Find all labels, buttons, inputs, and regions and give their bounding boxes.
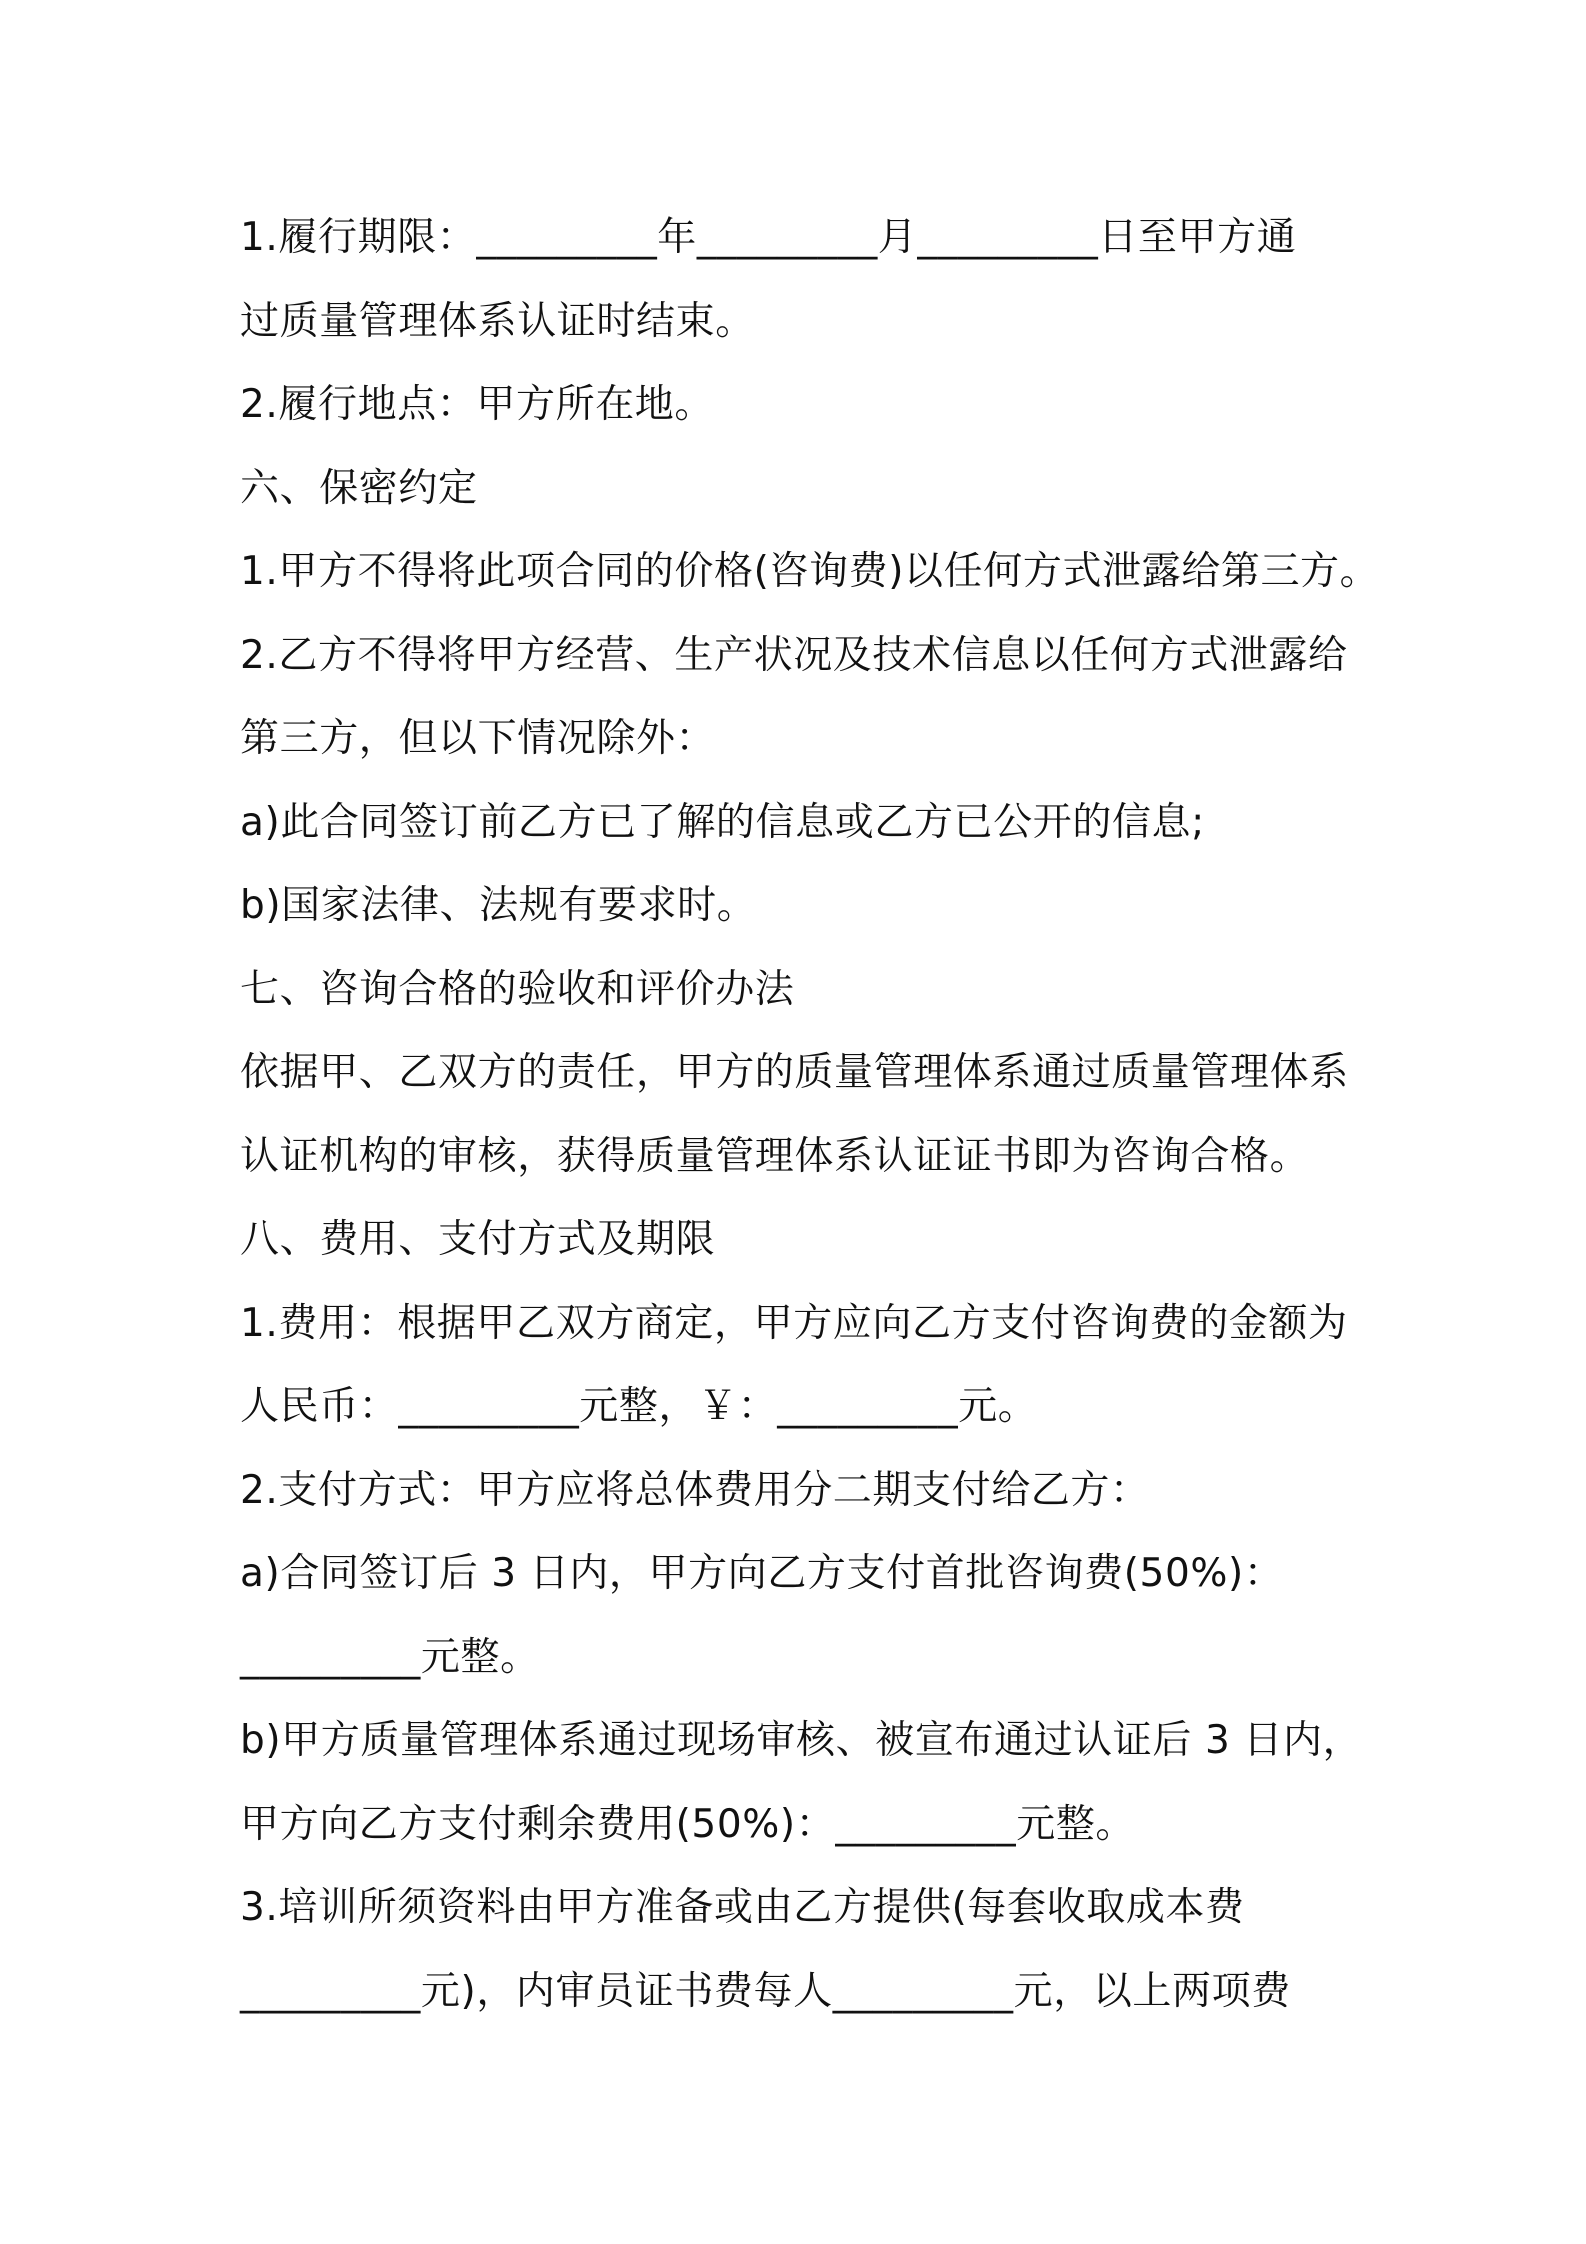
term-performance-period-line-2: 过质量管理体系认证时结束。 <box>240 298 755 344</box>
confidentiality-exception-b: b)国家法律、法规有要求时。 <box>240 883 757 928</box>
acceptance-clause-line-2: 认证机构的审核，获得质量管理体系认证证书即为咨询合格。 <box>240 1133 1310 1179</box>
confidentiality-clause-2-line-2: 第三方，但以下情况除外： <box>240 716 716 761</box>
confidentiality-clause-2-line-1: 2.乙方不得将甲方经营、生产状况及技术信息以任何方式泄露给 <box>240 632 1348 678</box>
payment-installment-b-line-2: 甲方向乙方支付剩余费用(50%)：_________元整。 <box>240 1801 1136 1847</box>
fee-clause-line-1: 1.费用：根据甲乙双方商定，甲方应向乙方支付咨询费的金额为 <box>240 1300 1348 1346</box>
section-heading-acceptance: 七、咨询合格的验收和评价办法 <box>240 966 795 1012</box>
section-heading-fees: 八、费用、支付方式及期限 <box>240 1217 716 1262</box>
document-body <box>240 196 1380 2033</box>
confidentiality-exception-a: a)此合同签订前乙方已了解的信息或乙方已公开的信息; <box>240 799 1205 845</box>
payment-installment-a-line-2: _________元整。 <box>240 1634 540 1680</box>
term-performance-period-line-1: 1.履行期限：_________年_________月_________日至甲方通 <box>240 215 1297 260</box>
training-materials-clause-line-1: 3.培训所须资料由甲方准备或由乙方提供(每套收取成本费 <box>240 1885 1245 1930</box>
payment-installment-b-line-1: b)甲方质量管理体系通过现场审核、被宣布通过认证后 3 日内， <box>240 1718 1363 1763</box>
acceptance-clause-line-1: 依据甲、乙双方的责任，甲方的质量管理体系通过质量管理体系 <box>240 1050 1349 1095</box>
term-performance-location: 2.履行地点：甲方所在地。 <box>240 382 715 427</box>
confidentiality-clause-1: 1.甲方不得将此项合同的价格(咨询费)以任何方式泄露给第三方。 <box>240 549 1380 594</box>
payment-method-clause: 2.支付方式：甲方应将总体费用分二期支付给乙方： <box>240 1467 1150 1513</box>
section-heading-confidentiality: 六、保密约定 <box>240 465 478 511</box>
training-materials-clause-line-2: _________元)，内审员证书费每人_________元，以上两项费 <box>240 1968 1291 2014</box>
fee-clause-line-2: 人民币：_________元整，￥：_________元。 <box>240 1384 1038 1429</box>
payment-installment-a-line-1: a)合同签订后 3 日内，甲方向乙方支付首批咨询费(50%)： <box>240 1551 1284 1596</box>
